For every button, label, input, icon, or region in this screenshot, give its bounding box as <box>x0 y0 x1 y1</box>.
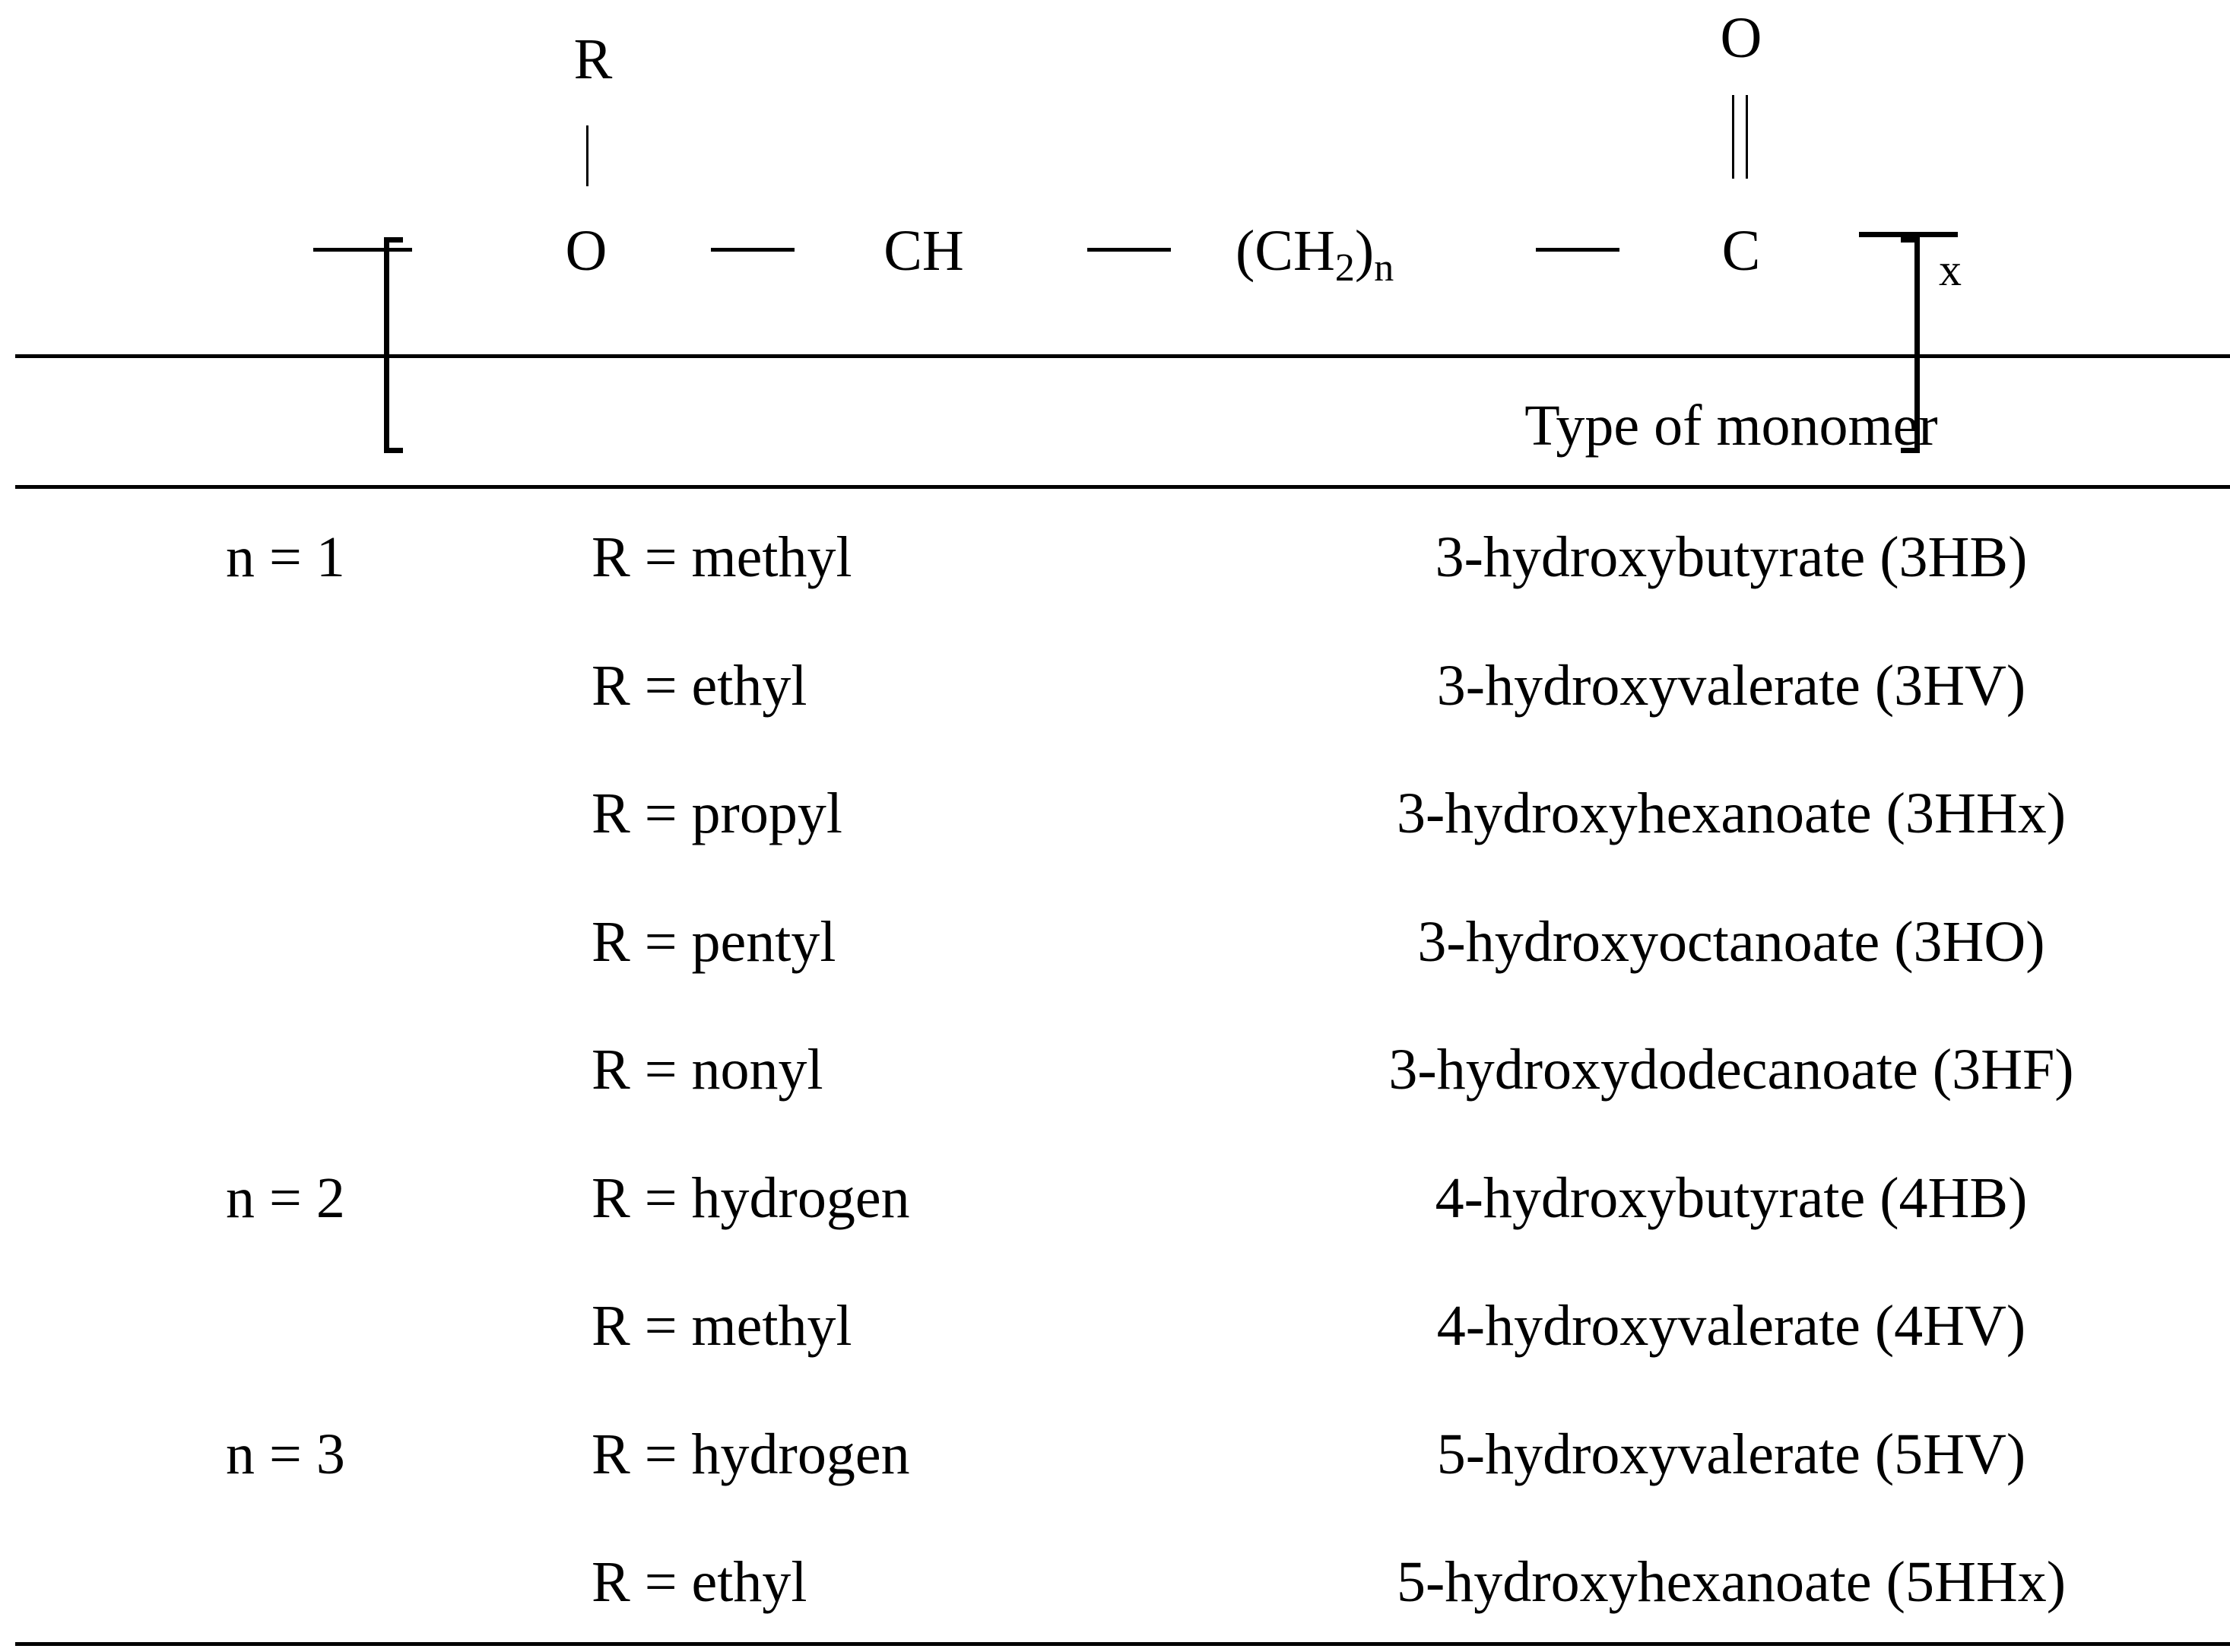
bond <box>711 248 795 252</box>
r-group: R = methyl <box>592 525 852 589</box>
double-bond-line <box>1732 95 1734 179</box>
substituent-r: R <box>573 27 613 91</box>
monomer-name: 3-hydroxyvalerate (3HV) <box>1436 653 2026 718</box>
chain-end-bond <box>1859 232 1958 237</box>
monomer-name: 3-hydroxyoctanoate (3HO) <box>1417 909 2045 974</box>
methylene-index: n <box>1374 246 1394 290</box>
monomer-name: 4-hydroxyvalerate (4HV) <box>1436 1294 2026 1358</box>
bond <box>1536 248 1619 252</box>
monomer-name: 3-hydroxyhexanoate (3HHx) <box>1396 782 2067 845</box>
ether-oxygen: O <box>565 219 607 283</box>
r-group: R = hydrogen <box>592 1165 910 1230</box>
monomer-name: 4-hydroxybutyrate (4HB) <box>1435 1165 2028 1230</box>
methylene-text: (CH <box>1236 219 1335 283</box>
n-value: n = 2 <box>226 1165 345 1230</box>
n-value: n = 1 <box>226 525 345 589</box>
double-bond-line <box>1746 95 1748 179</box>
monomer-name: 3-hydroxybutyrate (3HB) <box>1435 525 2028 589</box>
methine-ch: CH <box>883 219 964 283</box>
r-group: R = propyl <box>592 782 842 845</box>
r-group: R = nonyl <box>592 1038 823 1102</box>
top-rule <box>15 354 2230 358</box>
methylene-subscript: 2 <box>1334 246 1355 290</box>
n-value: n = 3 <box>226 1422 345 1486</box>
r-group: R = methyl <box>592 1294 852 1358</box>
r-group: R = pentyl <box>592 909 836 974</box>
bottom-rule <box>15 1642 2230 1646</box>
carbonyl-oxygen: O <box>1720 6 1762 70</box>
methylene-close: ) <box>1354 219 1375 283</box>
left-bracket <box>384 237 403 453</box>
monomer-name: 3-hydroxydodecanoate (3HF) <box>1388 1038 2074 1102</box>
r-group: R = ethyl <box>592 653 807 718</box>
monomer-name: 5-hydroxyvalerate (5HV) <box>1436 1422 2026 1486</box>
repeat-index: x <box>1939 245 1962 295</box>
r-bond <box>586 125 588 186</box>
methylene-group <box>1236 219 1394 290</box>
column-header-monomer: Type of monomer <box>1524 394 1938 458</box>
bond <box>1087 248 1171 252</box>
header-rule <box>15 485 2230 489</box>
monomer-name: 5-hydroxyhexanoate (5HHx) <box>1396 1550 2067 1614</box>
r-group: R = ethyl <box>592 1550 807 1614</box>
r-group: R = hydrogen <box>592 1422 910 1486</box>
carbonyl-carbon: C <box>1721 219 1761 283</box>
